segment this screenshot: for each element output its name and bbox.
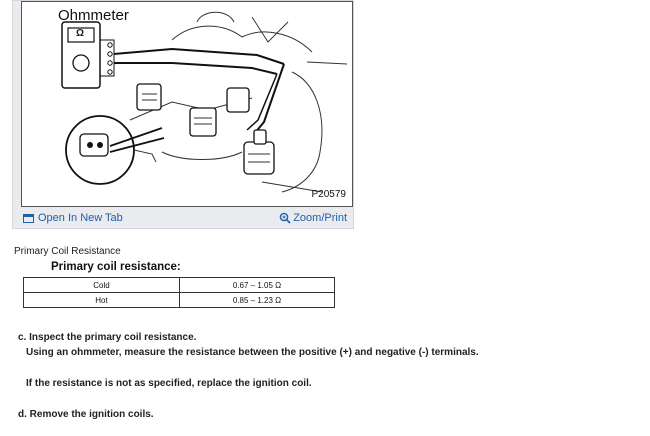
- zoom-print-label: Zoom/Print: [293, 212, 347, 224]
- open-in-new-tab-link[interactable]: [23, 212, 123, 224]
- table-row: [24, 293, 335, 308]
- ohmmeter-diagram-image[interactable]: [21, 1, 353, 207]
- condition-cell: Hot: [24, 293, 180, 308]
- zoom-print-link[interactable]: [279, 212, 347, 224]
- value-cell: 0.85 – 1.23 Ω: [180, 293, 335, 308]
- table-row: [24, 278, 335, 293]
- condition-cell: Cold: [24, 278, 180, 293]
- figure-card: [12, 0, 354, 229]
- primary-coil-resistance-table: [23, 277, 335, 308]
- value-cell: 0.67 – 1.05 Ω: [180, 278, 335, 293]
- new-tab-icon: [23, 214, 34, 223]
- step-c-title: c. Inspect the primary coil resistance.: [18, 332, 197, 343]
- ohmmeter-label: Ohmmeter: [58, 7, 129, 24]
- magnifier-icon: [279, 212, 291, 224]
- step-d-title: d. Remove the ignition coils.: [18, 409, 154, 420]
- open-in-new-tab-label: Open In New Tab: [38, 212, 123, 224]
- step-c-note: If the resistance is not as specified, replace the ignition coil.: [26, 378, 312, 389]
- meter-symbol: Ω: [76, 28, 85, 39]
- engine-diagram-drawing: [22, 2, 353, 207]
- figure-code: P20579: [311, 189, 346, 200]
- section-heading: Primary Coil Resistance: [14, 246, 121, 257]
- table-title: Primary coil resistance:: [51, 261, 181, 273]
- step-c-body: Using an ohmmeter, measure the resistance between the positive (+) and negative (-) terminals.: [26, 347, 479, 358]
